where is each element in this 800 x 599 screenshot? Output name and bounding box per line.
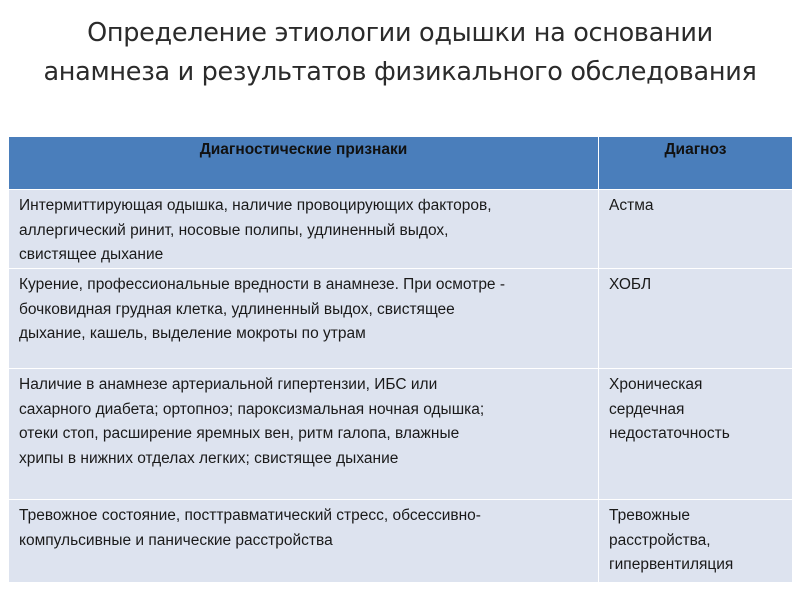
- table-row: [9, 369, 793, 500]
- signs-line: дыхание, кашель, выделение мокроты по утрам: [19, 325, 366, 342]
- diagnosis-cell: [599, 269, 793, 369]
- diagnosis-line: Тревожные: [609, 507, 691, 524]
- diagnosis-line: Астма: [609, 197, 654, 214]
- signs-cell: [9, 369, 599, 500]
- signs-cell: [9, 269, 599, 369]
- header-diagnostic-signs: Диагностические признаки: [9, 137, 599, 190]
- signs-line: Интермиттирующая одышка, наличие провоцирующих факторов,: [19, 197, 492, 214]
- slide-title-line-1: Определение этиологии одышки на основании: [87, 18, 713, 48]
- signs-line: Курение, профессиональные вредности в анамнезе. При осмотре -: [19, 276, 506, 293]
- diagnosis-line: ХОБЛ: [609, 276, 652, 293]
- signs-line: отеки стоп, расширение яремных вен, ритм галопа, влажные: [19, 425, 460, 442]
- table-header-row: [9, 137, 793, 190]
- signs-line: хрипы в нижних отделах легких; свистящее дыхание: [19, 449, 399, 467]
- signs-line: Наличие в анамнезе артериальной гипертензии, ИБС или: [19, 376, 438, 393]
- diagnosis-cell: [599, 500, 793, 583]
- table-row: [9, 500, 793, 583]
- signs-cell: [9, 500, 599, 583]
- diagnosis-line: Хроническая: [609, 376, 703, 393]
- signs-line: компульсивные и панические расстройства: [19, 531, 333, 549]
- diagnosis-cell: [599, 369, 793, 500]
- signs-line: свистящее дыхание: [19, 246, 164, 263]
- header-diagnosis: Диагноз: [599, 137, 793, 190]
- table-row: [9, 190, 793, 269]
- diagnosis-line: гипервентиляция: [609, 556, 734, 573]
- signs-line: бочковидная грудная клетка, удлиненный выдох, свистящее: [19, 300, 455, 318]
- signs-line: сахарного диабета; ортопноэ; пароксизмальная ночная одышка;: [19, 400, 485, 418]
- signs-line: аллергический ринит, носовые полипы, удлиненный выдох,: [19, 221, 449, 239]
- slide-title: [0, 14, 800, 92]
- signs-cell: [9, 190, 599, 269]
- diagnosis-line: недостаточность: [609, 425, 730, 442]
- slide-title-line-2: анамнеза и результатов физикального обследования: [43, 57, 757, 87]
- signs-line: Тревожное состояние, посттравматический стресс, обсессивно-: [19, 507, 481, 524]
- diagnosis-line: расстройства,: [609, 531, 711, 549]
- diagnosis-line: сердечная: [609, 400, 685, 418]
- diagnosis-table: [8, 136, 793, 583]
- diagnosis-cell: [599, 190, 793, 269]
- table-row: [9, 269, 793, 369]
